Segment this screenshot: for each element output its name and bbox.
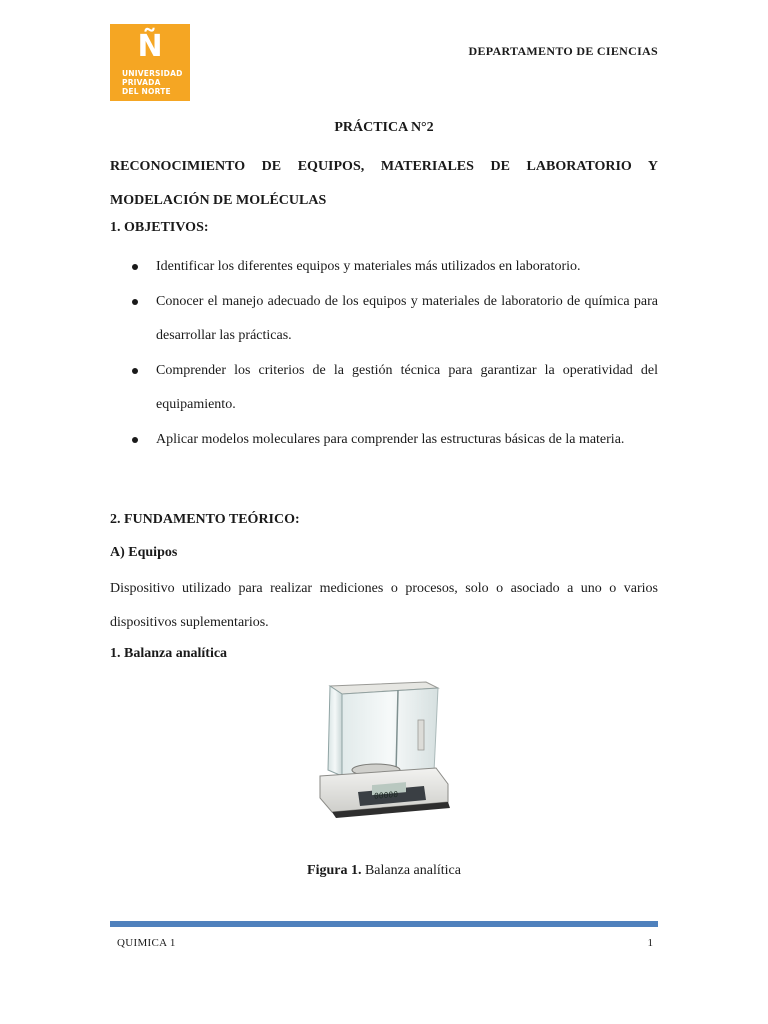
- bullet-icon: [132, 264, 138, 270]
- logo-line: DEL NORTE: [122, 87, 171, 96]
- list-item: [110, 423, 658, 457]
- logo-line: UNIVERSIDAD: [122, 69, 183, 78]
- analytical-balance-image: [316, 680, 452, 820]
- figure-caption-text: Balanza analítica: [361, 863, 461, 878]
- item-heading-balance: 1. Balanza analítica: [110, 646, 228, 661]
- list-item: [110, 354, 658, 422]
- footer-divider: [110, 921, 658, 927]
- objectives-list: [110, 250, 658, 458]
- figure-caption-label: Figura 1.: [307, 863, 362, 878]
- department-header: DEPARTAMENTO DE CIENCIAS: [468, 44, 658, 58]
- bullet-icon: [132, 368, 138, 374]
- bullet-icon: [132, 299, 138, 305]
- logo-text: [122, 69, 186, 96]
- page-number: 1: [647, 937, 653, 949]
- document-title: RECONOCIMIENTO DE EQUIPOS, MATERIALES DE LABORATORIO Y MODELACIÓN DE MOLÉCULAS: [110, 159, 658, 208]
- bullet-icon: [132, 437, 138, 443]
- list-item-text: Aplicar modelos moleculares para comprender las estructuras básicas de la materia.: [156, 432, 625, 447]
- section-heading-objectives: 1. OBJETIVOS:: [110, 220, 209, 235]
- practice-number: PRÁCTICA N°2: [334, 120, 434, 135]
- equipment-definition: Dispositivo utilizado para realizar mediciones o procesos, solo o asociado a uno o varios dispositivos suplementarios.: [110, 581, 658, 630]
- list-item-text: Comprender los criterios de la gestión técnica para garantizar la operatividad del equipamiento.: [156, 363, 658, 412]
- list-item: [110, 285, 658, 353]
- logo-line: PRIVADA: [122, 78, 161, 87]
- figure-caption: [0, 863, 768, 879]
- footer-course: QUIMICA 1: [117, 937, 176, 949]
- logo-mark: Ñ: [137, 29, 163, 64]
- list-item-text: Conocer el manejo adecuado de los equipos y materiales de laboratorio de química para desarrollar las prácticas.: [156, 294, 658, 343]
- list-item-text: Identificar los diferentes equipos y materiales más utilizados en laboratorio.: [156, 259, 581, 274]
- balance-display-readout: 00000: [374, 789, 399, 801]
- list-item: [110, 250, 658, 284]
- university-logo: [110, 24, 190, 101]
- subheading-equipment: A) Equipos: [110, 545, 178, 560]
- section-heading-theory: 2. FUNDAMENTO TEÓRICO:: [110, 512, 300, 527]
